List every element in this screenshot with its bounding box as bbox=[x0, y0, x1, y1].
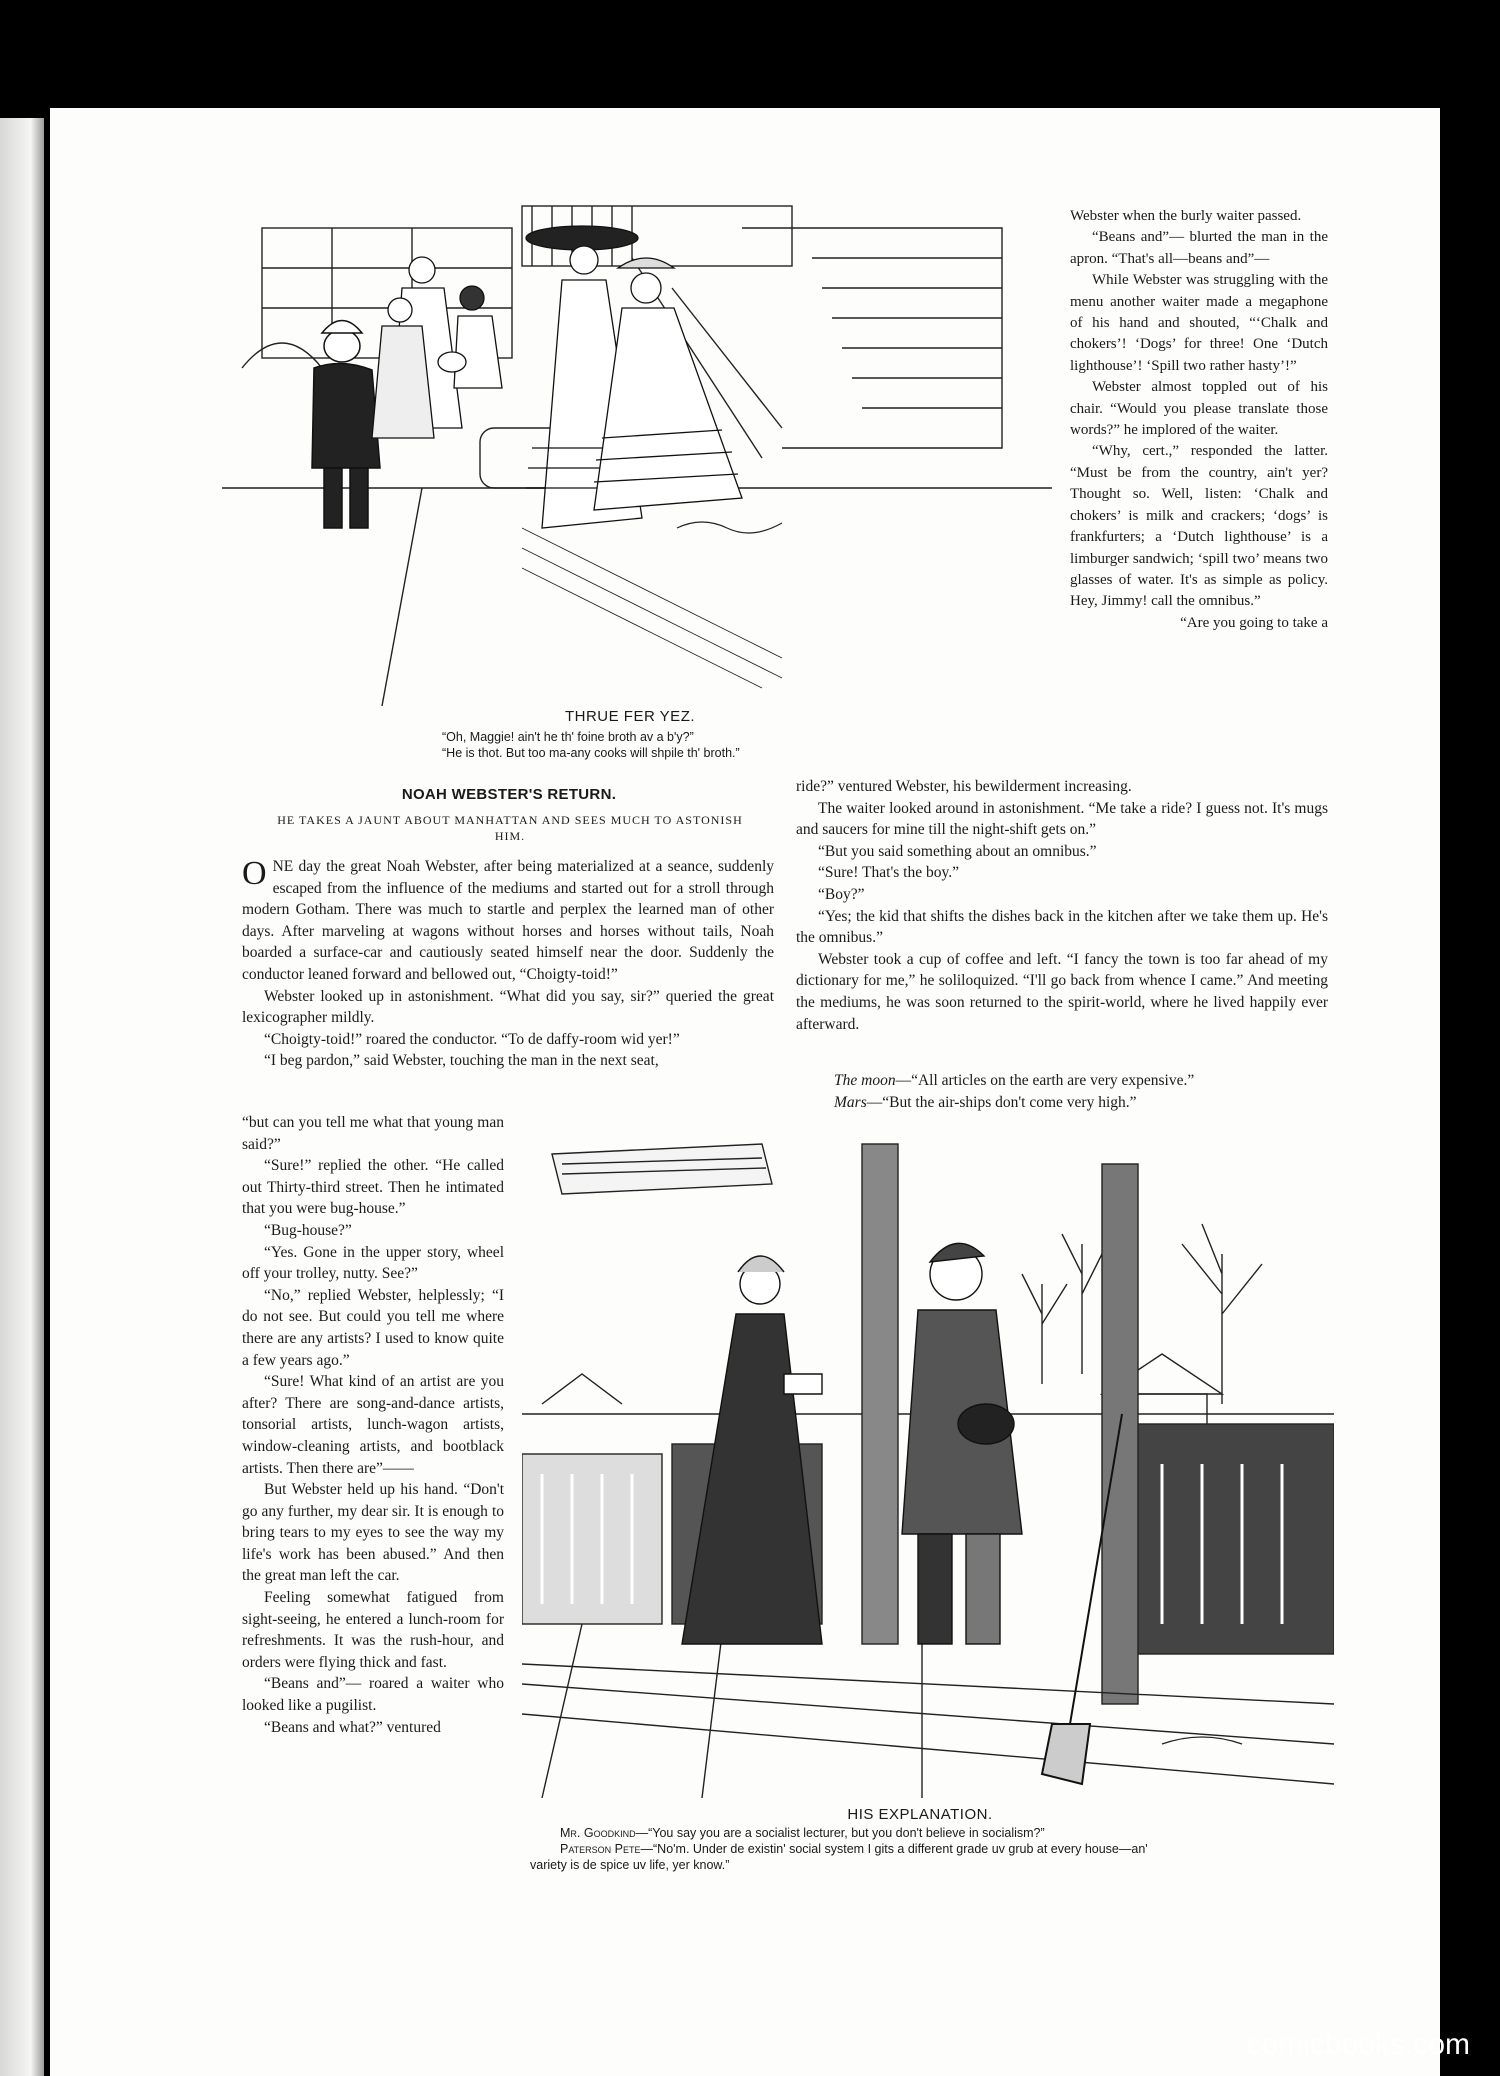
illustration-thrue-fer-yez bbox=[222, 198, 1052, 706]
drop-cap: O bbox=[242, 855, 267, 892]
paragraph: Webster looked up in astonishment. “What did you say, sir?” queried the great lexicographer mildly. bbox=[242, 987, 774, 1027]
paragraph: “Sure! What kind of an artist are you after? There are song-and-dance artists, tonsorial artists, lunch-wagon artists, window-cleaning artists, and bootblack artists. Then there are”—— bbox=[242, 1373, 504, 1477]
illustration-his-explanation bbox=[522, 1124, 1334, 1798]
joke bbox=[834, 1070, 1334, 1113]
paragraph: “Yes; the kid that shifts the dishes back in the kitchen after we take them up. He's the omnibus.” bbox=[796, 907, 1328, 947]
paragraph: “but can you tell me what that young man said?” bbox=[242, 1114, 504, 1153]
caption-dialogue-2: “He is thot. But too ma-any cooks will shpile th' broth.” bbox=[442, 746, 740, 760]
joke-line-1 bbox=[834, 1070, 1334, 1092]
paragraph: “Bug-house?” bbox=[264, 1221, 352, 1239]
caption-dialogue-1: “Oh, Maggie! ain't he th' foine broth av a b'y?” bbox=[442, 730, 694, 744]
speaker-pete: Paterson Pete bbox=[560, 1842, 641, 1856]
paragraph: “But you said something about an omnibus.” bbox=[818, 842, 1097, 860]
watermark: comicbooks.com bbox=[1246, 2028, 1470, 2061]
joke-speaker-1: The moon bbox=[834, 1072, 896, 1089]
joke-speaker-2: Mars bbox=[834, 1093, 867, 1111]
paragraph: “Boy?” bbox=[818, 885, 865, 903]
article-narrow-column bbox=[242, 1112, 504, 1738]
speaker-pete-text: —“No'm. Under de existin' social system I gits a different grade uv grub at every house—an' bbox=[640, 1842, 1148, 1856]
paragraph: “Sure!” replied the other. “He called out Thirty-third street. Then he intimated that you were bug-house.” bbox=[242, 1157, 504, 1218]
caption-title-2: HIS EXPLANATION. bbox=[847, 1806, 993, 1823]
paragraph: ride?” ventured Webster, his bewilderment increasing. bbox=[796, 778, 1132, 795]
caption-title-1: THRUE FER YEZ. bbox=[564, 708, 696, 725]
right-column-text bbox=[1070, 206, 1328, 634]
joke-text-2: —“But the air-ships don't come very high.” bbox=[866, 1093, 1137, 1111]
paragraph: “Beans and what?” ventured bbox=[264, 1718, 441, 1736]
article-continued bbox=[796, 776, 1328, 1035]
paragraph: “Beans and”— blurted the man in the apron. “That's all—beans and”— bbox=[1070, 229, 1328, 267]
paragraph: Webster took a cup of coffee and left. “I fancy the town is too far ahead of my dictionary for me,” he soliloquized. “I'll go back from whence I came.” And meeting the mediums, he was soon returned to the spirit-world, where he lived happily ever afterward. bbox=[796, 950, 1328, 1033]
paragraph: Feeling somewhat fatigued from sight-seeing, he entered a lunch-room for refreshments. It was the rush-hour, and orders were flying thick and fast. bbox=[242, 1589, 504, 1671]
paragraph: “Why, cert.,” responded the latter. “Must be from the country, ain't yer? Thought so. Well, listen: ‘Chalk and chokers’ is milk and crackers; ‘dogs’ is frankfurters; a ‘Dutch lighthouse’ is a limburger sandwich; ‘spill two’ means two glasses of water. It's as simple as policy. Hey, Jimmy! call the omnibus.” bbox=[1070, 443, 1328, 610]
article-subhead: HE TAKES A JAUNT ABOUT MANHATTAN AND SEES MUCH TO ASTONISH HIM. bbox=[277, 813, 743, 843]
article-lead bbox=[242, 856, 774, 1072]
paragraph: “Beans and”— roared a waiter who looked like a pugilist. bbox=[242, 1675, 504, 1715]
speaker-goodkind: Mr. Goodkind bbox=[560, 1826, 636, 1840]
paragraph: But Webster held up his hand. “Don't go any further, my dear sir. It is enough to bring tears to my eyes to see the way my life's work has been abused.” And then the great man left the car. bbox=[242, 1481, 504, 1585]
paragraph: The waiter looked around in astonishment. “Me take a ride? I guess not. It's mugs and saucers for mine till the night-shift gets on.” bbox=[796, 799, 1328, 839]
book-spine bbox=[0, 118, 44, 2076]
paragraph: “No,” replied Webster, helplessly; “I do not see. But could you tell me where there are any artists? I used to know quite a few years ago.” bbox=[242, 1286, 504, 1369]
paragraph: Webster when the burly waiter passed. bbox=[1070, 208, 1302, 224]
paragraph: “Sure! That's the boy.” bbox=[818, 864, 959, 882]
joke-line-2 bbox=[834, 1092, 1334, 1114]
paragraph: While Webster was struggling with the menu another waiter made a megaphone of his hand and shouted, “‘Chalk and chokers’! ‘Dogs’ for three! One ‘Dutch lighthouse’! ‘Spill two rather hasty’!” bbox=[1070, 272, 1328, 374]
joke-text-1: —“All articles on the earth are very expensive.” bbox=[895, 1072, 1195, 1089]
paragraph: “Yes. Gone in the upper story, wheel off your trolley, nutty. See?” bbox=[242, 1243, 504, 1283]
paragraph: “I beg pardon,” said Webster, touching the man in the next seat, bbox=[264, 1052, 659, 1070]
caption-dialogue-4 bbox=[560, 1842, 1340, 1856]
article-headline: NOAH WEBSTER'S RETURN. bbox=[401, 786, 617, 803]
lead-text: NE day the great Noah Webster, after being materialized at a seance, suddenly escaped from the influence of the mediums and started out for a stroll through modern Gotham. There was much to startle and perplex the learned man of other days. After marveling at wagons without horses and horses without tails, Noah boarded a surface-car and cautiously seated himself near the door. Suddenly the conductor leaned forward and bellowed out, “Choigty-toid!” bbox=[242, 858, 774, 983]
lead-paragraph bbox=[242, 856, 774, 986]
caption-dialogue-3 bbox=[560, 1826, 1340, 1840]
paragraph: “Are you going to take a bbox=[1180, 614, 1328, 631]
paragraph: “Choigty-toid!” roared the conductor. “To de daffy-room wid yer!” bbox=[264, 1030, 680, 1048]
speaker-goodkind-text: —“You say you are a socialist lecturer, but you don't believe in socialism?” bbox=[635, 1826, 1045, 1840]
paragraph: Webster almost toppled out of his chair. “Would you please translate those words?” he implored of the waiter. bbox=[1070, 379, 1328, 439]
caption-dialogue-5: variety is de spice uv life, yer know.” bbox=[530, 1858, 730, 1872]
